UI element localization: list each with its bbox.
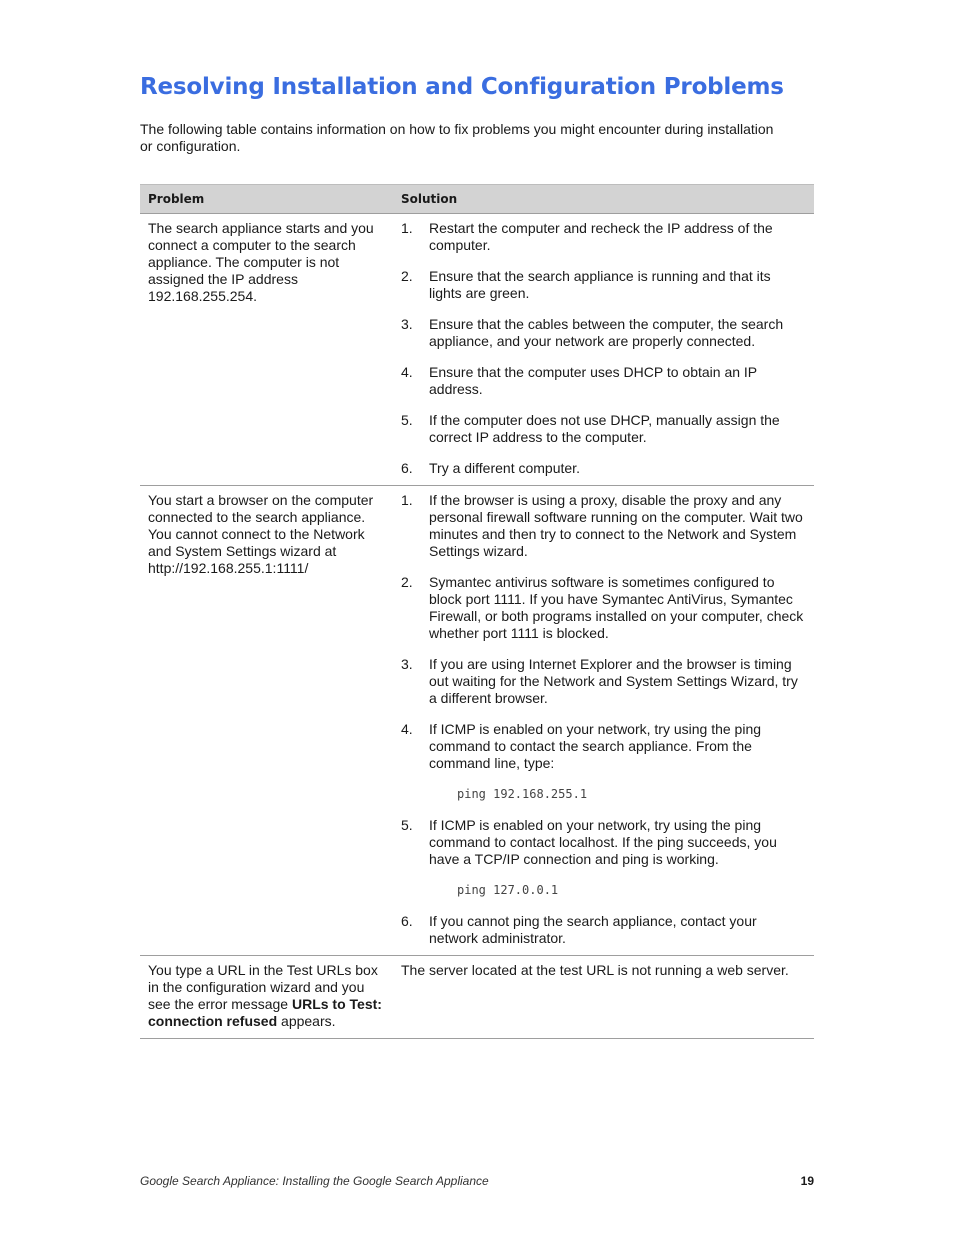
intro-paragraph: The following table contains information on how to fix problems you might encounter during installation or configuration.	[140, 121, 774, 154]
problem-text-end: appears.	[277, 1013, 336, 1029]
list-item	[401, 316, 806, 350]
list-item	[401, 721, 806, 803]
step-text: If ICMP is enabled on your network, try using the ping command to contact the search appliance. From the command line, type:	[429, 721, 762, 771]
problem-cell: You start a browser on the computer connected to the search appliance. You cannot connect to the Network and System Settings wizard at http://192.168.255.1:1111/	[140, 486, 393, 956]
step-text: If you cannot ping the search appliance, contact your network administrator.	[429, 913, 757, 946]
problem-cell	[140, 956, 393, 1039]
solution-steps	[401, 220, 806, 477]
step-number: 1.	[401, 492, 413, 508]
problem-cell: The search appliance starts and you connect a computer to the search appliance. The computer is not assigned the IP address 192.168.255.254.	[140, 214, 393, 486]
table-row	[140, 486, 814, 956]
header-solution: Solution	[393, 185, 814, 214]
solution-steps	[401, 492, 806, 947]
step-number: 2.	[401, 574, 413, 590]
step-number: 4.	[401, 721, 413, 737]
table-header-row	[140, 185, 814, 214]
list-item	[401, 364, 806, 398]
footer-doc-title: Google Search Appliance: Installing the Google Search Appliance	[140, 1174, 489, 1188]
step-text: Ensure that the search appliance is running and that its lights are green.	[429, 268, 771, 301]
step-text: Restart the computer and recheck the IP address of the computer.	[429, 220, 773, 253]
step-text: If ICMP is enabled on your network, try using the ping command to contact localhost. If the ping succeeds, you have a TCP/IP connection and ping is working.	[429, 817, 777, 867]
error-message: URLs to Test: connection refused	[148, 996, 382, 1029]
code-snippet: ping 127.0.0.1	[457, 883, 559, 897]
step-text: Try a different computer.	[429, 460, 580, 476]
step-number: 1.	[401, 220, 413, 236]
step-text: If the browser is using a proxy, disable the proxy and any personal firewall software running on the computer. Wait two minutes and then try to connect to the Network and System Settings wizard.	[429, 492, 803, 559]
list-item	[401, 574, 806, 642]
list-item	[401, 913, 806, 947]
list-item	[401, 817, 806, 899]
step-number: 2.	[401, 268, 413, 284]
list-item	[401, 268, 806, 302]
solution-cell	[393, 486, 814, 956]
solution-cell: The server located at the test URL is not running a web server.	[393, 956, 814, 1039]
table-row	[140, 956, 814, 1039]
list-item	[401, 460, 806, 477]
step-number: 5.	[401, 817, 413, 833]
troubleshooting-table	[140, 184, 814, 1039]
step-number: 3.	[401, 656, 413, 672]
step-number: 4.	[401, 364, 413, 380]
problem-text: You type a URL in the Test URLs box in the configuration wizard and you see the error message	[148, 962, 378, 1012]
page-title: Resolving Installation and Configuration Problems	[140, 74, 784, 100]
list-item	[401, 412, 806, 446]
list-item	[401, 220, 806, 254]
step-number: 5.	[401, 412, 413, 428]
code-snippet: ping 192.168.255.1	[457, 787, 588, 801]
step-text: If you are using Internet Explorer and the browser is timing out waiting for the Network and System Settings Wizard, try a different browser.	[429, 656, 798, 706]
list-item	[401, 492, 806, 560]
header-problem: Problem	[140, 185, 393, 214]
step-number: 6.	[401, 913, 413, 929]
step-text: Ensure that the cables between the computer, the search appliance, and your network are properly connected.	[429, 316, 784, 349]
table-row	[140, 214, 814, 486]
step-number: 3.	[401, 316, 413, 332]
step-text: Symantec antivirus software is sometimes configured to block port 1111. If you have Symantec AntiVirus, Symantec Firewall, or both programs installed on your computer, check whether port 1111 is blocked.	[429, 574, 804, 641]
step-number: 6.	[401, 460, 413, 476]
page-number: 19	[800, 1174, 814, 1188]
step-text: Ensure that the computer uses DHCP to obtain an IP address.	[429, 364, 757, 397]
list-item	[401, 656, 806, 707]
step-text: If the computer does not use DHCP, manually assign the correct IP address to the computer.	[429, 412, 780, 445]
solution-cell	[393, 214, 814, 486]
